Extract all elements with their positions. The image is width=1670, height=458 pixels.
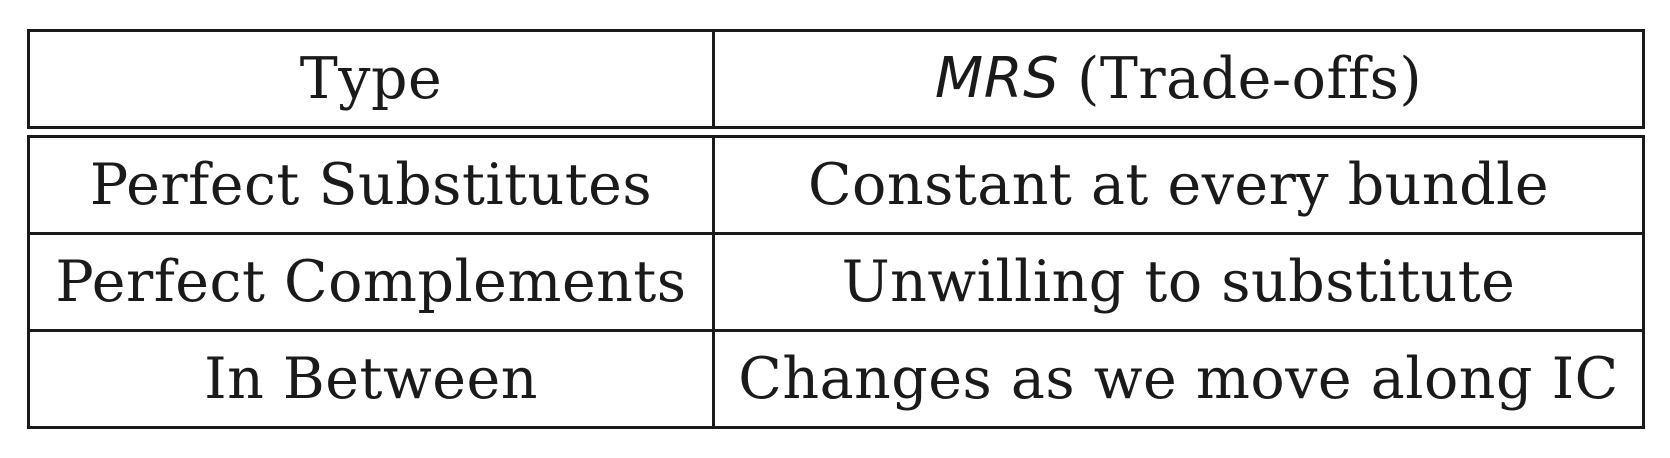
mrs-cell: [715, 332, 1642, 426]
header-mrs-symbol: MRS: [934, 46, 1060, 111]
mrs-cell: [715, 235, 1642, 329]
type-cell: [30, 332, 715, 426]
table-row: [27, 135, 1645, 235]
type-cell: [30, 235, 715, 329]
table-row: [27, 332, 1645, 429]
header-type-label: Type: [299, 45, 443, 112]
table-header-row: [27, 29, 1645, 129]
type-value: Perfect Complements: [55, 248, 687, 315]
type-value: In Between: [204, 345, 538, 412]
header-mrs-suffix: (Trade-offs): [1077, 45, 1423, 112]
header-type-cell: [30, 32, 715, 126]
type-cell: [30, 138, 715, 232]
header-mrs-cell: [715, 32, 1642, 126]
mrs-value: Unwilling to substitute: [841, 248, 1516, 315]
table-row: [27, 235, 1645, 332]
mrs-table: [27, 29, 1645, 429]
mrs-cell: [715, 138, 1642, 232]
mrs-value: Changes as we move along IC: [738, 345, 1619, 412]
mrs-value: Constant at every bundle: [807, 151, 1550, 218]
type-value: Perfect Substitutes: [89, 151, 653, 218]
